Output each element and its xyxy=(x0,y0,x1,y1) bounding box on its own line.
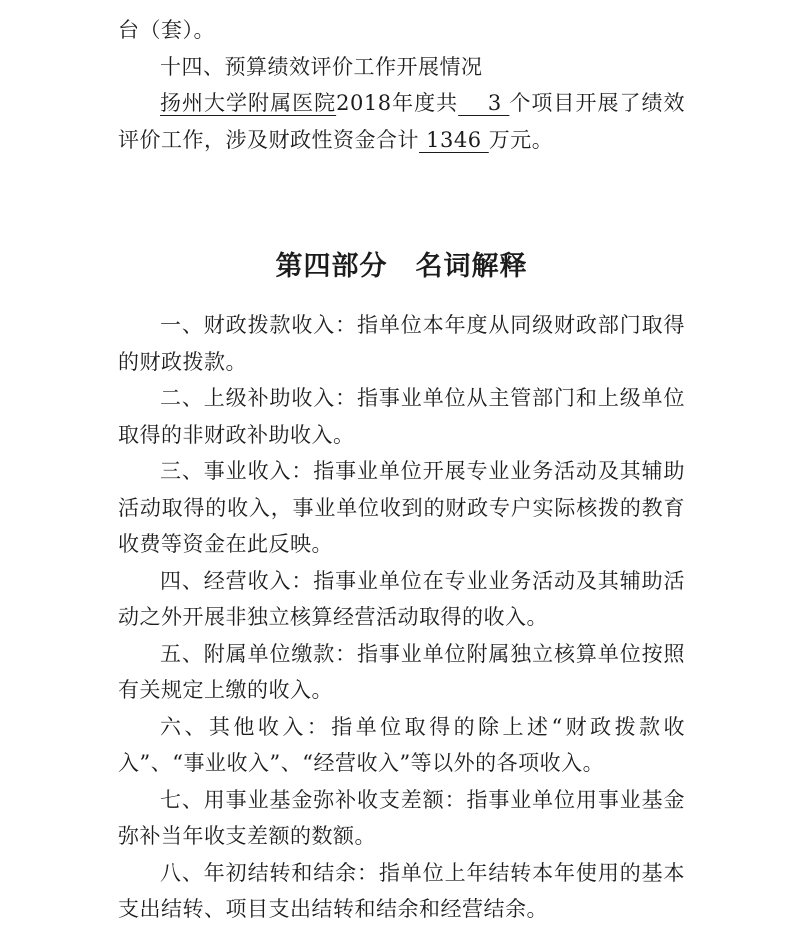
text-segment: 2018年度共 xyxy=(336,91,459,115)
definition-paragraph: 七、用事业基金弥补收支差额：指事业单位用事业基金弥补当年收支差额的数额。 xyxy=(118,787,685,848)
section-14-heading: 十四、预算绩效评价工作开展情况 xyxy=(160,54,483,79)
definition-paragraph: 三、事业收入：指事业单位开展专业业务活动及其辅助活动取得的收入，事业单位收到的财政专户实际核拨的教育收费等资金在此反映。 xyxy=(118,459,685,556)
definition-paragraph: 四、经营收入：指事业单位在专业业务活动及其辅助活动之外开展非独立核算经营活动取得的收入。 xyxy=(118,568,685,629)
definition-paragraph: 二、上级补助收入：指事业单位从主管部门和上级单位取得的非财政补助收入。 xyxy=(118,386,685,447)
underlined-value: 1346 xyxy=(419,127,489,152)
underlined-value: 扬州大学附属医院 xyxy=(160,91,337,115)
text-segment: 万元。 xyxy=(488,127,554,152)
paragraph-continuation: 台（套）。 xyxy=(118,18,215,42)
evaluation-summary-paragraph xyxy=(118,85,685,158)
definitions-list xyxy=(118,307,685,928)
underlined-value: 3 xyxy=(458,91,510,115)
definition-paragraph: 五、附属单位缴款：指事业单位附属独立核算单位按照有关规定上缴的收入。 xyxy=(118,641,685,702)
definition-paragraph: 一、财政拨款收入：指单位本年度从同级财政部门取得的财政拨款。 xyxy=(118,313,685,374)
definition-paragraph: 八、年初结转和结余：指单位上年结转本年使用的基本支出结转、项目支出结转和结余和经营结余。 xyxy=(118,860,685,921)
definition-paragraph: 六、其他收入：指单位取得的除上述“财政拨款收入”、“事业收入”、“经营收入”等以外的各项收入。 xyxy=(118,714,685,775)
part-four-title: 第四部分 名词解释 xyxy=(275,251,528,282)
text-segment: 个项目开展了绩效评价工作，涉及财政性资金合计 xyxy=(118,91,686,152)
